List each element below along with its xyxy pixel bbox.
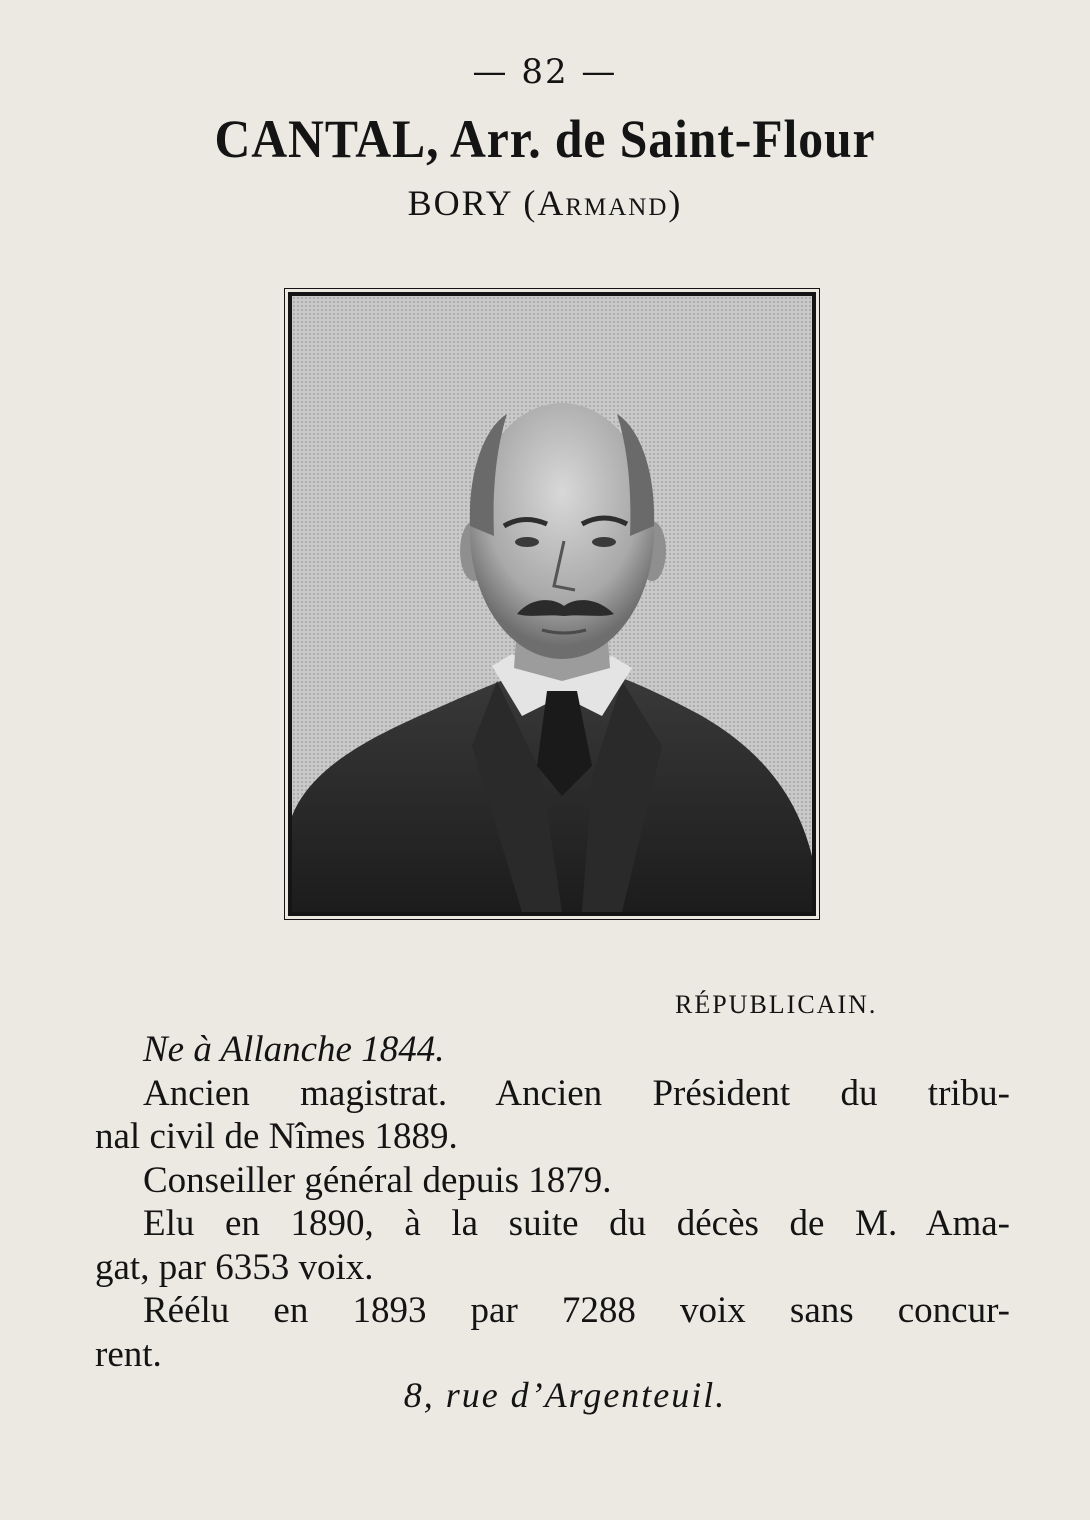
deputy-name	[0, 182, 1090, 224]
bio-line: nal civil de Nîmes 1889.	[95, 1116, 458, 1157]
deputy-surname: BORY	[407, 183, 513, 223]
bio-line: Elu en 1890, à la suite du décès de M. Ama-	[143, 1203, 1010, 1244]
bio-line: gat, par 6353 voix.	[95, 1246, 374, 1288]
page-number: — 82 —	[472, 52, 618, 92]
bio-line: rent.	[95, 1333, 162, 1375]
address: 8, rue d’Argenteuil.	[403, 1375, 727, 1415]
deputy-given-name: (Armand)	[523, 183, 683, 223]
bio-line-birth: Ne à Allanche 1844.	[143, 1029, 445, 1070]
bio-line: Conseiller général depuis 1879.	[143, 1159, 612, 1201]
page-title: CANTAL, Arr. de Saint-Flour	[214, 109, 876, 169]
bio-line: Réélu en 1893 par 7288 voix sans concur-	[143, 1290, 1010, 1331]
biography	[95, 1028, 1010, 1376]
portrait-photo	[288, 292, 816, 916]
party-affiliation: RÉPUBLICAIN.	[675, 990, 878, 1019]
bio-line: Ancien magistrat. Ancien Président du tribu-	[143, 1072, 1010, 1114]
